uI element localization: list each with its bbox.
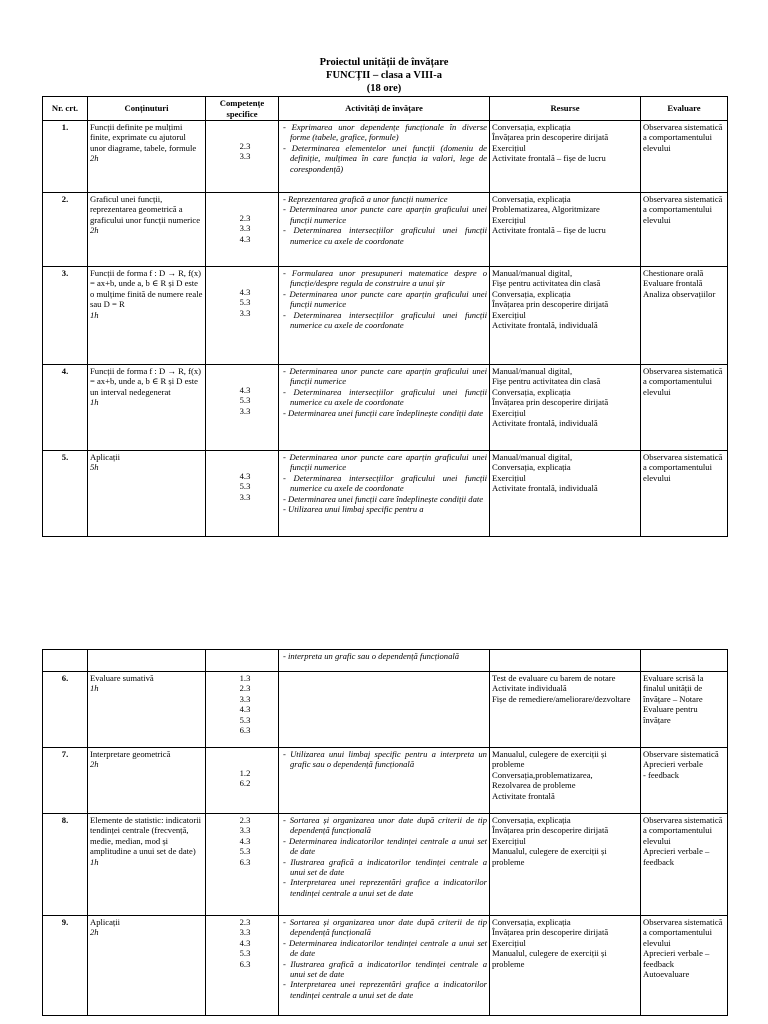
row-number: 8.	[43, 814, 88, 916]
resource-item: Fișe pentru activitatea din clasă	[492, 278, 601, 289]
activity-item: - Exprimarea unor dependențe funcționale în diverse forme (tabele, grafice, formule)	[290, 122, 487, 143]
row-number: 2.	[43, 193, 88, 267]
resource-item: Manual/manual digital,	[492, 366, 573, 376]
resource-item: Rezolvarea de probleme	[492, 780, 576, 791]
table-row	[43, 365, 728, 451]
row-resources	[490, 916, 641, 1016]
row-number: 9.	[43, 916, 88, 1016]
evaluation-item: Observarea sistematică a comportamentului elevului	[643, 122, 723, 153]
evaluation-item: Observarea sistematică a comportamentului elevului	[643, 194, 723, 225]
competence-code: 4.3	[239, 937, 251, 948]
competence-code: 2.3	[239, 917, 251, 927]
table-row	[43, 916, 728, 1016]
resource-item: Manualul, culegere de exerciții și probleme	[492, 749, 607, 770]
continuation-row	[43, 650, 728, 672]
competence-code: 2.3	[239, 683, 251, 694]
resource-item: Fișe pentru activitatea din clasă	[492, 376, 601, 387]
competence-code: 2.3	[239, 213, 251, 223]
evaluation-item: Evaluare scrisă la finalul unității de învățare – Notare	[643, 673, 704, 704]
activity-item: - Ilustrarea grafică a indicatorilor tendinței centrale a unui set de date	[290, 857, 487, 878]
content-text: Funcții definite pe mulțimi finite, exprimate cu ajutorul unor diagrame, tabele, formule	[90, 122, 197, 153]
resource-item: Activitate frontală – fișe de lucru	[492, 225, 606, 236]
row-content	[88, 672, 206, 748]
row-evaluation	[641, 748, 728, 814]
evaluation-item: Chestionare orală	[643, 268, 704, 278]
row-activities	[279, 121, 490, 193]
activity-item: - Determinarea unei funcții care îndeplinește condiții date	[290, 494, 487, 504]
duration-text: 1h	[90, 683, 99, 694]
header-evaluation: Evaluare	[641, 97, 728, 121]
resource-item: Manual/manual digital,	[492, 452, 573, 462]
row-competences	[206, 748, 279, 814]
row-resources	[490, 193, 641, 267]
content-text: Evaluare sumativă	[90, 673, 154, 683]
resource-item: Conversația, explicația	[492, 122, 571, 132]
header-resources: Resurse	[490, 97, 641, 121]
competence-code: 5.3	[239, 395, 251, 406]
resource-item: Activitate frontală, individuală	[492, 483, 598, 494]
resource-item: Exercițiul	[492, 937, 526, 948]
resource-item: Învățarea prin descoperire dirijată	[492, 825, 609, 836]
competence-code: 3.3	[239, 693, 251, 704]
table-row	[43, 451, 728, 537]
row-competences	[206, 193, 279, 267]
resource-item: Învățarea prin descoperire dirijată	[492, 397, 609, 408]
evaluation-item: Observare sistematică	[643, 749, 719, 759]
resource-item: Exercițiul	[492, 835, 526, 846]
duration-text: 1h	[90, 309, 99, 320]
competence-code: 6.3	[239, 725, 251, 736]
competence-code: 5.3	[239, 948, 251, 959]
row-number: 5.	[43, 451, 88, 537]
competence-code: 2.3	[239, 815, 251, 825]
activity-item: - Utilizarea unui limbaj specific pentru a	[290, 504, 487, 514]
competence-code: 4.3	[239, 233, 251, 244]
duration-text: 1h	[90, 397, 99, 408]
row-resources	[490, 451, 641, 537]
content-text: Aplicații	[90, 452, 121, 462]
row-resources	[490, 672, 641, 748]
resource-item: Învățarea prin descoperire dirijată	[492, 299, 609, 310]
duration-text: 2h	[90, 153, 99, 164]
row-competences	[206, 814, 279, 916]
row-content	[88, 814, 206, 916]
content-text: Funcții de forma f : D → R, f(x) = ax+b, unde a, b ∈ R și D este o mulțime finită de numere reale sau D = R	[90, 268, 203, 310]
row-activities	[279, 451, 490, 537]
row-activities	[279, 365, 490, 451]
content-text: Aplicații	[90, 917, 121, 927]
table-row	[43, 121, 728, 193]
row-evaluation	[641, 672, 728, 748]
resource-item: Conversația, explicația	[492, 815, 571, 825]
activity-item: - Determinarea unei funcții care îndeplinește condiții date	[290, 408, 487, 418]
plan-table-page-1	[42, 96, 728, 537]
competence-code: 3.3	[239, 491, 251, 502]
resource-item: Exercițiul	[492, 309, 526, 320]
row-activities	[279, 672, 490, 748]
activity-item: - Determinarea intersecțiilor graficului unei funcții numerice cu axele de coordonate	[290, 310, 487, 331]
activity-item: - Interpretarea unei reprezentări grafice a indicatorilor tendinței centrale a unui set de date	[290, 979, 487, 1000]
table-row	[43, 267, 728, 365]
activity-item: - Determinarea indicatorilor tendinței centrale a unui set de date	[290, 938, 487, 959]
resource-item: Activitate frontală – fișe de lucru	[492, 153, 606, 164]
resource-item: Învățarea prin descoperire dirijată	[492, 927, 609, 938]
activity-item: - Determinarea unor puncte care aparțin graficului unei funcții numerice	[290, 289, 487, 310]
row-resources	[490, 365, 641, 451]
competence-code: 2.3	[239, 141, 251, 151]
header-activities: Activități de învățare	[279, 97, 490, 121]
competence-code: 3.3	[239, 223, 251, 234]
competence-code: 1.3	[239, 673, 251, 683]
competence-code: 4.3	[239, 385, 251, 395]
evaluation-item: Aprecieri verbale – feedback	[643, 948, 710, 969]
evaluation-item: Observarea sistematică a comportamentului elevului	[643, 815, 723, 846]
row-resources	[490, 814, 641, 916]
duration-text: 2h	[90, 927, 99, 938]
competence-code: 4.3	[239, 287, 251, 297]
competence-code: 5.3	[239, 297, 251, 308]
activity-item: - Ilustrarea grafică a indicatorilor tendinței centrale a unui set de date	[290, 959, 487, 980]
row-competences	[206, 267, 279, 365]
row-number: 7.	[43, 748, 88, 814]
competence-code: 1.2	[239, 768, 251, 778]
activity-item: - Determinarea intersecțiilor graficului unei funcții numerice cu axele de coordonate	[290, 387, 487, 408]
row-number: 4.	[43, 365, 88, 451]
activity-item: - Determinarea elementelor unei funcții (domeniu de definiție, mulțimea în care funcția ia valori, lege de corespondență)	[290, 143, 487, 174]
activity-item: - Determinarea unor puncte care aparțin graficului unei funcții numerice	[290, 366, 487, 387]
evaluation-item: Evaluare pentru învățare	[643, 704, 698, 725]
row-competences	[206, 121, 279, 193]
resource-item: Manualul, culegere de exerciții și probleme	[492, 846, 607, 867]
row-competences	[206, 451, 279, 537]
evaluation-item: Evaluare frontală	[643, 278, 703, 289]
row-content	[88, 267, 206, 365]
row-competences	[206, 916, 279, 1016]
row-content	[88, 365, 206, 451]
activity-item: - Reprezentarea grafică a unor funcții numerice	[290, 194, 487, 204]
row-evaluation	[641, 365, 728, 451]
duration-text: 2h	[90, 759, 99, 770]
resource-item: Conversația, explicația	[492, 194, 571, 204]
competence-code: 5.3	[239, 714, 251, 725]
resource-item: Test de evaluare cu barem de notare	[492, 673, 616, 683]
evaluation-item: Observarea sistematică a comportamentului elevului	[643, 917, 723, 948]
row-activities	[279, 193, 490, 267]
header-content: Conținuturi	[88, 97, 206, 121]
table-row	[43, 814, 728, 916]
evaluation-item: Observarea sistematică a comportamentului elevului	[643, 452, 723, 483]
row-evaluation	[641, 814, 728, 916]
row-evaluation	[641, 121, 728, 193]
duration-text: 2h	[90, 225, 99, 236]
evaluation-item: Observarea sistematică a comportamentului elevului	[643, 366, 723, 397]
competence-code: 4.3	[239, 835, 251, 846]
resource-item: Activitate frontală, individuală	[492, 320, 598, 331]
title-line-2: FUNCȚII – clasa a VIII-a	[326, 70, 442, 81]
row-evaluation	[641, 916, 728, 1016]
resource-item: Manual/manual digital,	[492, 268, 573, 278]
table-row	[43, 193, 728, 267]
row-activities	[279, 814, 490, 916]
row-activities	[279, 267, 490, 365]
activity-item: - Determinarea intersecțiilor graficului unei funcții numerice cu axele de coordonate	[290, 473, 487, 494]
row-resources	[490, 267, 641, 365]
competence-code: 5.3	[239, 846, 251, 857]
competence-code: 3.3	[239, 825, 251, 836]
row-content	[88, 121, 206, 193]
header-competences: Competențe specifice	[206, 97, 279, 121]
row-activities	[279, 916, 490, 1016]
content-text: Elemente de statistic: indicatorii tendinței centrale (frecvență, medie, median, mod și amplitudine a unui set de date)	[90, 815, 201, 857]
row-resources	[490, 121, 641, 193]
row-content	[88, 193, 206, 267]
row-number: 6.	[43, 672, 88, 748]
evaluation-item: Analiza observațiilor	[643, 288, 716, 299]
competence-code: 3.3	[239, 307, 251, 318]
activity-item: - Interpretarea unei reprezentări grafice a indicatorilor tendinței centrale a unui set de date	[290, 877, 487, 898]
activity-item: - Sortarea și organizarea unor date după criterii de tip dependență funcțională	[290, 917, 487, 938]
competence-code: 6.3	[239, 958, 251, 969]
resource-item: Activitate frontală	[492, 790, 555, 801]
activity-item: - Determinarea intersecțiilor graficului unei funcții numerice cu axele de coordonate	[290, 225, 487, 246]
competence-code: 3.3	[239, 405, 251, 416]
resource-item: Conversația,problematizarea,	[492, 769, 593, 780]
resource-item: Activitate frontală, individuală	[492, 418, 598, 429]
table-row	[43, 672, 728, 748]
row-resources	[490, 748, 641, 814]
competence-code: 6.3	[239, 856, 251, 867]
evaluation-item: Aprecieri verbale	[643, 759, 703, 770]
duration-text: 5h	[90, 462, 99, 473]
evaluation-item: - feedback	[643, 769, 680, 780]
resource-item: Învățarea prin descoperire dirijată	[492, 132, 609, 143]
row-content	[88, 451, 206, 537]
row-competences	[206, 365, 279, 451]
resource-item: Exercițiul	[492, 472, 526, 483]
content-text: Graficul unei funcții, reprezentarea geometrică a graficului unor funcții numerice	[90, 194, 201, 225]
resource-item: Fișe de remediere/ameliorare/dezvoltare	[492, 693, 631, 704]
row-activities	[279, 748, 490, 814]
row-content	[88, 748, 206, 814]
resource-item: Conversația, explicația	[492, 288, 571, 299]
table-row	[43, 748, 728, 814]
activity-item: - Formularea unor presupuneri matematice despre o funcție/despre regula de construire a unui șir	[290, 268, 487, 289]
row-evaluation	[641, 451, 728, 537]
activity-item: - Sortarea și organizarea unor date după criterii de tip dependență funcțională	[290, 815, 487, 836]
duration-text: 1h	[90, 856, 99, 867]
activity-item: - Utilizarea unui limbaj specific pentru a interpreta un grafic sau o dependență funcțională	[290, 749, 487, 770]
resource-item: Exercițiul	[492, 214, 526, 225]
row-competences	[206, 672, 279, 748]
plan-table-page-2	[42, 649, 728, 1016]
competence-code: 5.3	[239, 481, 251, 492]
resource-item: Exercițiul	[492, 407, 526, 418]
row-evaluation	[641, 267, 728, 365]
competence-code: 6.2	[239, 778, 251, 789]
resource-item: Activitate individuală	[492, 683, 567, 694]
activity-item: - Determinarea unor puncte care aparțin graficului unei funcții numerice	[290, 204, 487, 225]
header-nr: Nr. crt.	[43, 97, 88, 121]
evaluation-item: Aprecieri verbale – feedback	[643, 846, 710, 867]
resource-item: Conversația, explicația	[492, 462, 571, 473]
continuation-text: - interpreta un grafic sau o dependență funcțională	[290, 651, 487, 661]
content-text: Funcții de forma f : D → R, f(x) = ax+b, unde a, b ∈ R și D este un interval nedegenerat	[90, 366, 201, 397]
row-number: 1.	[43, 121, 88, 193]
activity-item: - Determinarea indicatorilor tendinței centrale a unui set de date	[290, 836, 487, 857]
competence-code: 3.3	[239, 151, 251, 162]
competence-code: 3.3	[239, 927, 251, 938]
row-content	[88, 916, 206, 1016]
resource-item: Manualul, culegere de exerciții și probleme	[492, 948, 607, 969]
row-evaluation	[641, 193, 728, 267]
evaluation-item: Autoevaluare	[643, 969, 690, 980]
title-line-3: (18 ore)	[366, 83, 402, 94]
doc-title	[0, 56, 768, 95]
resource-item: Exercițiul	[492, 142, 526, 153]
resource-item: Conversația, explicația	[492, 386, 571, 397]
competence-code: 4.3	[239, 471, 251, 481]
row-number: 3.	[43, 267, 88, 365]
resource-item: Conversația, explicația	[492, 917, 571, 927]
content-text: Interpretare geometrică	[90, 749, 171, 759]
title-line-1: Proiectul unității de învățare	[319, 57, 449, 68]
competence-code: 4.3	[239, 704, 251, 715]
activity-item: - Determinarea unor puncte care aparțin graficului unei funcții numerice	[290, 452, 487, 473]
resource-item: Problematizarea, Algoritmizare	[492, 204, 600, 215]
